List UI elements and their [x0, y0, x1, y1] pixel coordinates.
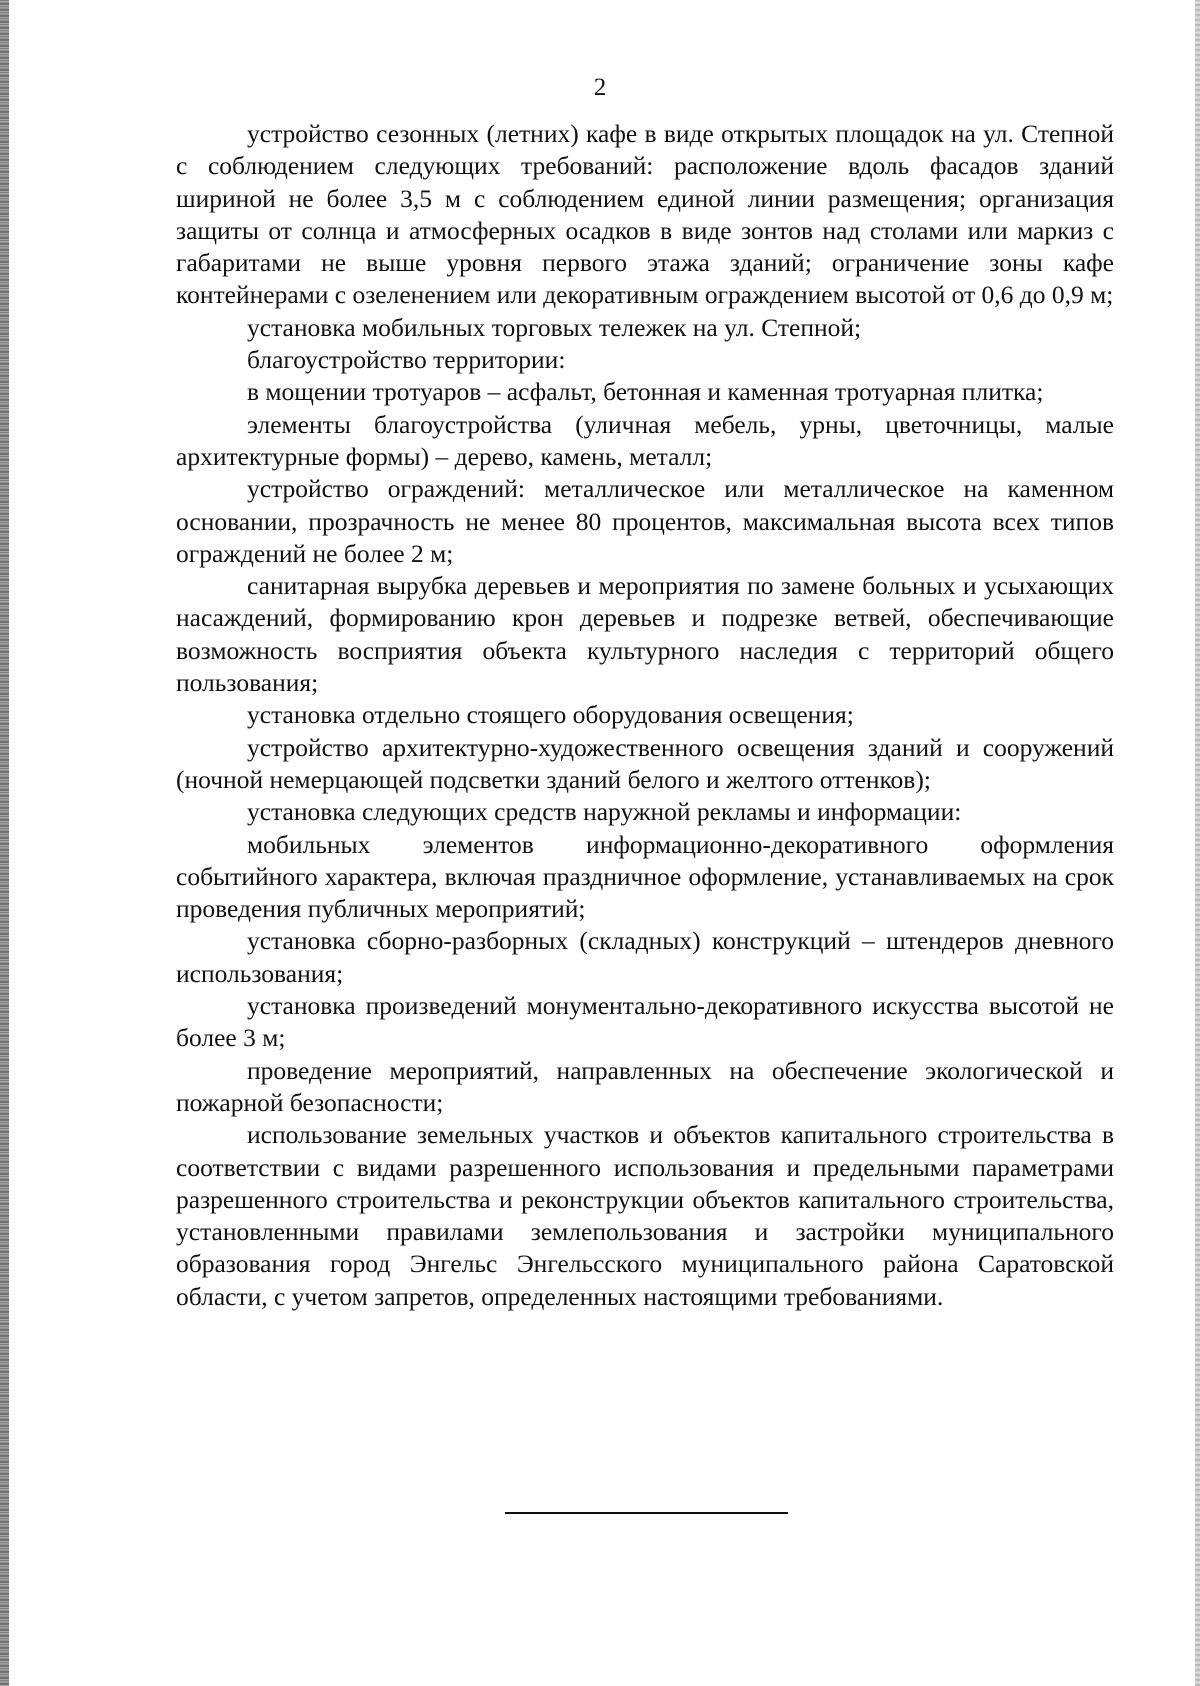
paragraph-landscape-elements: элементы благоустройства (уличная мебель, урны, цветочницы, малые архитектурные формы) – дерево, камень, металл;: [176, 409, 1114, 471]
paragraph-mobile-decor: мобильных элементов информационно-декоративного оформления событийного характера, включая праздничное оформление, устанавливаемых на срок проведения публичных мероприятий;: [176, 829, 1114, 924]
paragraph-advertising: установка следующих средств наружной рекламы и информации:: [247, 797, 962, 827]
paragraph-safety: проведение мероприятий, направленных на обеспечение экологической и пожарной безопасности;: [176, 1055, 1114, 1117]
paragraph-monumental-art: установка произведений монументально-декоративного искусства высотой не более 3 м;: [176, 991, 1114, 1053]
document-body: [176, 118, 1114, 1313]
page-number: 2: [593, 74, 607, 101]
paragraph-folding-structures: установка сборно-разборных (складных) конструкций – штендеров дневного использования;: [176, 926, 1114, 988]
scan-border-right: [1195, 0, 1200, 1686]
paragraph-land-use: использование земельных участков и объектов капитального строительства в соответствии с видами разрешенного использования и предельными параметрами разрешенного строительства и реконструкции объектов капитального строительства, установленными правилами землепользования и застройки муниципального образования город Энгельс Энгельсского муниципального района Саратовской области, с учетом запретов, определенных настоящими требованиями.: [176, 1120, 1114, 1311]
paragraph-architectural-lighting: устройство архитектурно-художественного освещения зданий и сооружений (ночной немерцающей подсветки зданий белого и желтого оттенков);: [176, 732, 1114, 794]
paragraph-landscaping: благоустройство территории:: [247, 345, 566, 375]
paragraph-paving: в мощении тротуаров – асфальт, бетонная и каменная тротуарная плитка;: [247, 377, 1044, 407]
paragraph-lighting-equipment: установка отдельно стоящего оборудования освещения;: [247, 700, 854, 730]
scan-border-left: [0, 0, 9, 1686]
end-of-document-rule: [505, 1512, 788, 1514]
paragraph-tree-felling: санитарная вырубка деревьев и мероприятия по замене больных и усыхающих насаждений, формированию крон деревьев и подрезке ветвей, обеспечивающие возможность восприятия объекта культурного наследия с территорий общего пользования;: [176, 571, 1114, 698]
paragraph-mobile-carts: установка мобильных торговых тележек на ул. Степной;: [247, 312, 862, 342]
paragraph-fences: устройство ограждений: металлическое или металлическое на каменном основании, прозрачность не менее 80 процентов, максимальная высота всех типов ограждений не более 2 м;: [176, 474, 1114, 568]
paragraph-summer-cafe: устройство сезонных (летних) кафе в виде открытых площадок на ул. Степной с соблюдением следующих требований: расположение вдоль фасадов зданий шириной не более 3,5 м с соблюдением единой линии размещения; организация защиты от солнца и атмосферных осадков в виде зонтов над столами или маркиз с габаритами не выше уровня первого этажа зданий; ограничение зоны кафе контейнерами с озеленением или декоративным ограждением высотой от 0,6 до 0,9 м;: [176, 119, 1114, 310]
